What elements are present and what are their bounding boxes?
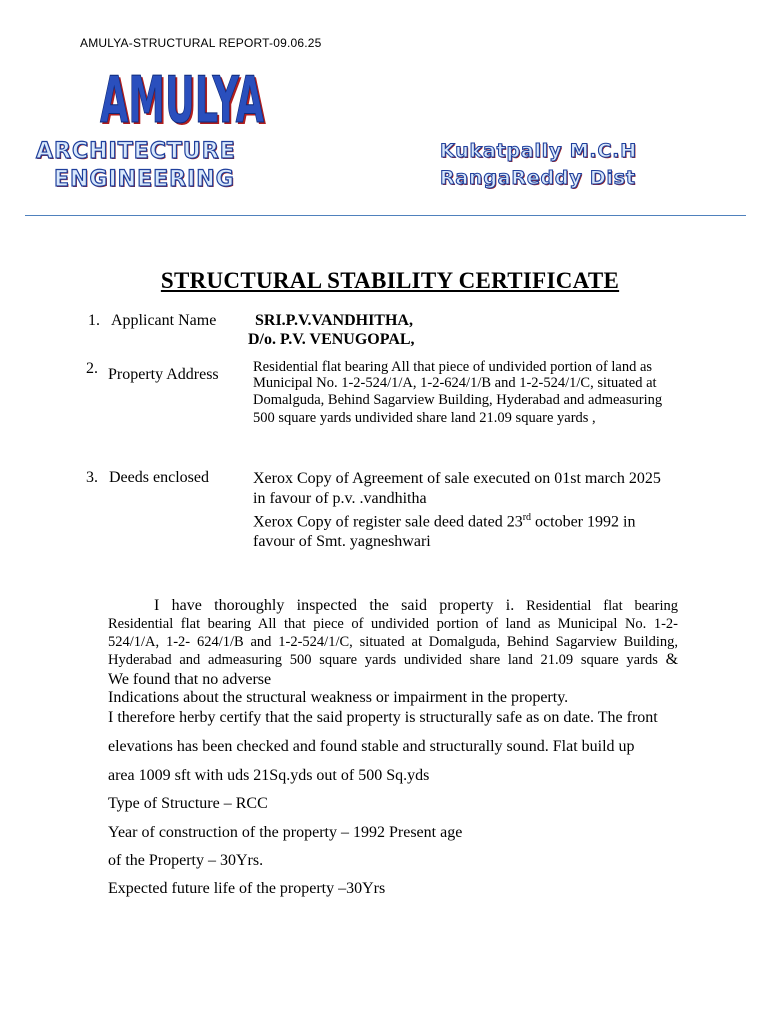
amulya-logo xyxy=(97,48,267,128)
elevations-line: elevations has been checked and found stable and structurally sound. Flat build up xyxy=(108,738,635,755)
address-line: Municipal No. 1-2-524/1/A, 1-2-624/1/B and 1-2-524/1/C, situated at xyxy=(253,375,657,391)
lead-text: I have thoroughly inspected the said property i. xyxy=(154,597,515,614)
location-district: RangaReddy Dist xyxy=(440,167,636,189)
certify-line: I therefore herby certify that the said property is structurally safe as on date. The front xyxy=(108,709,658,726)
address-line: 500 square yards undivided share land 21.09 square yards , xyxy=(253,410,596,426)
item-number: 1. xyxy=(88,312,100,329)
location-area: Kukatpally xyxy=(440,140,563,162)
paragraph-line: Residential flat bearing All that piece of undivided portion of land as Municipal No. 1-2- xyxy=(108,616,678,632)
deed-line: favour of Smt. yagneshwari xyxy=(253,532,431,550)
construction-year: Year of construction of the property – 1992 Present age xyxy=(108,824,463,841)
finding-line: We found that no adverse xyxy=(108,671,272,688)
firm-name-line2: ENGINEERING xyxy=(54,167,235,192)
address-line: Residential flat bearing All that piece of undivided portion of land as xyxy=(253,359,653,375)
paragraph-line xyxy=(108,651,678,669)
deed-text: october 1992 in xyxy=(531,513,636,531)
deed-line: in favour of p.v. .vandhitha xyxy=(253,489,427,507)
brand-shadow: AMULYA xyxy=(102,66,267,128)
item-number: 2. xyxy=(86,360,98,377)
report-reference: AMULYA-STRUCTURAL REPORT-09.06.25 xyxy=(80,36,322,50)
para-text: Residential flat bearing xyxy=(526,598,678,614)
certificate-title: STRUCTURAL STABILITY CERTIFICATE xyxy=(160,268,620,293)
structure-type: Type of Structure – RCC xyxy=(108,795,268,812)
deed-line: Xerox Copy of Agreement of sale executed on 01st march 2025 xyxy=(253,470,661,487)
address-label: Property Address xyxy=(108,366,219,383)
deeds-label: Deeds enclosed xyxy=(109,469,209,486)
expected-life: Expected future life of the property –30Yrs xyxy=(108,880,386,897)
para-text: Hyderabad and admeasuring 500 square yards undivided share land 21.09 square yards xyxy=(108,652,658,668)
applicant-label: Applicant Name xyxy=(111,312,217,329)
area-line: area 1009 sft with uds 21Sq.yds out of 500 Sq.yds xyxy=(108,767,430,784)
applicant-relation: D/o. P.V. VENUGOPAL, xyxy=(248,331,415,348)
deeds-list xyxy=(253,469,693,551)
deed-line xyxy=(253,508,693,532)
property-address xyxy=(253,360,693,427)
firm-name xyxy=(36,138,236,194)
location-line1 xyxy=(440,138,637,165)
location-municipality: M.C.H xyxy=(569,140,637,162)
item-number: 3. xyxy=(86,469,98,486)
paragraph-line xyxy=(108,597,678,615)
property-age: of the Property – 30Yrs. xyxy=(108,852,264,869)
firm-name-line1: ARCHITECTURE xyxy=(36,139,236,164)
applicant-name: SRI.P.V.VANDHITHA, xyxy=(255,312,413,329)
inspection-paragraph xyxy=(108,597,678,669)
deed-text: Xerox Copy of register sale deed dated 23 xyxy=(253,513,523,531)
ordinal-suffix: rd xyxy=(522,512,532,523)
header-divider xyxy=(25,215,746,216)
address-line: Domalguda, Behind Sagarview Building, Hyderabad and admeasuring xyxy=(253,392,663,408)
indications-line: Indications about the structural weakness or impairment in the property. xyxy=(108,689,569,706)
ampersand: & xyxy=(665,651,679,668)
paragraph-line: 524/1/A, 1-2- 624/1/B and 1-2-524/1/C, situated at Domalguda, Behind Sagarview Building, xyxy=(108,634,678,650)
brand-name: AMULYA xyxy=(100,64,265,128)
firm-location xyxy=(440,138,637,192)
